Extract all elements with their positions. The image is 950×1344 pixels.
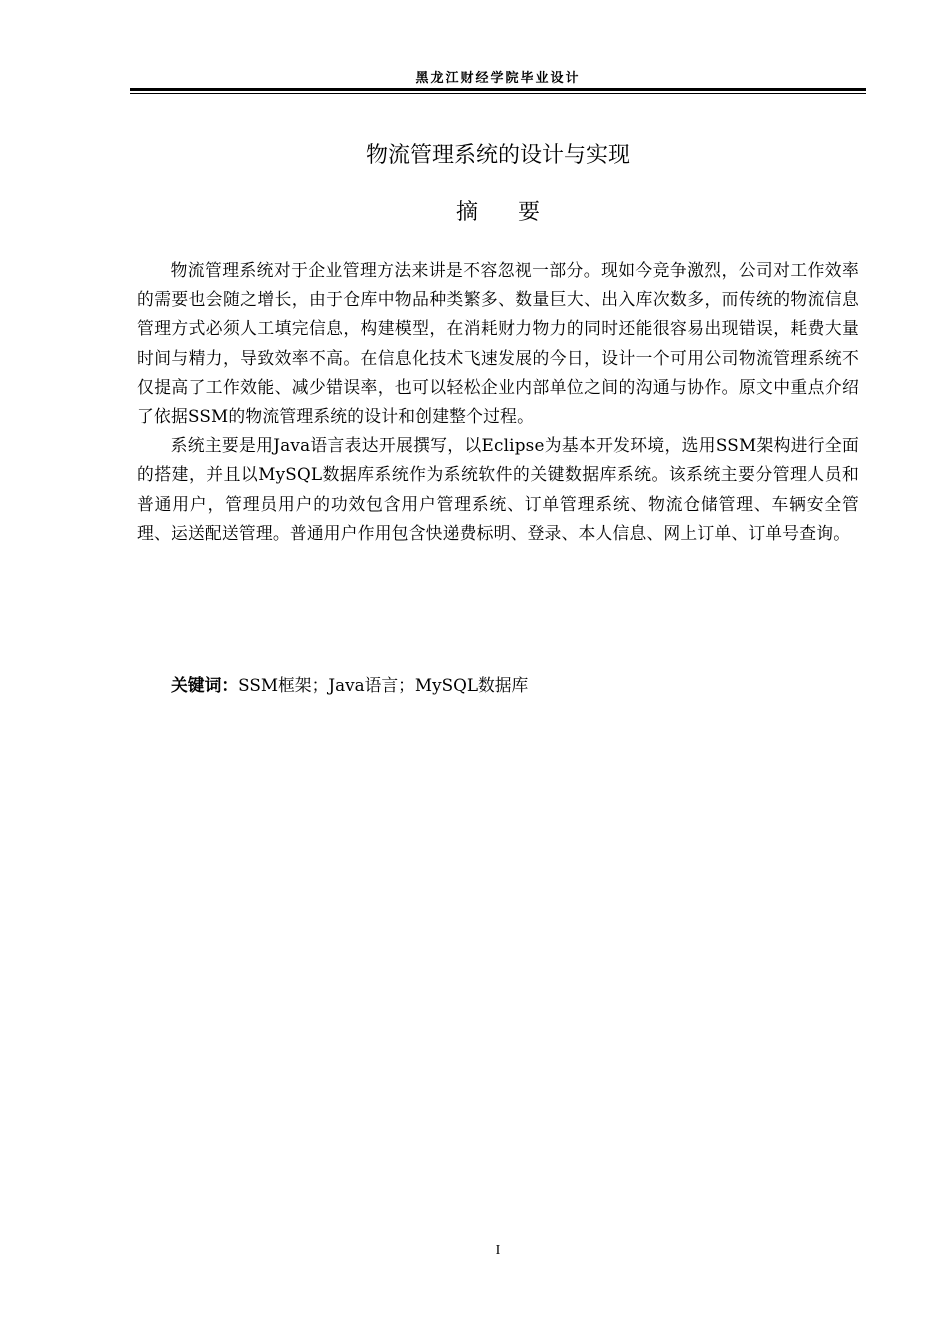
document-title: 物流管理系统的设计与实现 <box>365 143 630 168</box>
keywords-value: SSM框架；Java语言；MySQL数据库 <box>238 675 529 695</box>
header-rule <box>130 88 866 91</box>
page-number: I <box>495 1243 501 1258</box>
abstract-body <box>137 256 859 548</box>
keywords-line <box>171 673 528 697</box>
abstract-paragraph-1: 物流管理系统对于企业管理方法来讲是不容忽视一部分。现如今竞争激烈，公司对工作效率的需要也会随之增长，由于仓库中物品种类繁多、数量巨大、出入库次数多，而传统的物流信息管理方式必须人工填完信息，构建模型，在消耗财力物力的同时还能很容易出现错误，耗费大量时间与精力，导致效率不高。在信息化技术飞速发展的今日，设计一个可用公司物流管理系统不仅提高了工作效能、减少错误率，也可以轻松企业内部单位之间的沟通与协作。原文中重点介绍了依据SSM的物流管理系统的设计和创建整个过程。 <box>137 260 859 427</box>
running-header: 黑龙江财经学院毕业设计 <box>415 71 581 86</box>
abstract-heading: 摘要 <box>455 200 580 225</box>
header-rule-thin <box>130 93 866 94</box>
keywords-label: 关键词： <box>171 675 239 695</box>
abstract-paragraph-2: 系统主要是用Java语言表达开展撰写，以Eclipse为基本开发环境，选用SSM架构进行全面的搭建，并且以MySQL数据库系统作为系统软件的关键数据库系统。该系统主要分管理人员和普通用户，管理员用户的功效包含用户管理系统、订单管理系统、物流仓储管理、车辆安全管理、运送配送管理。普通用户作用包含快递费标明、登录、本人信息、网上订单、订单号查询。 <box>137 435 859 543</box>
